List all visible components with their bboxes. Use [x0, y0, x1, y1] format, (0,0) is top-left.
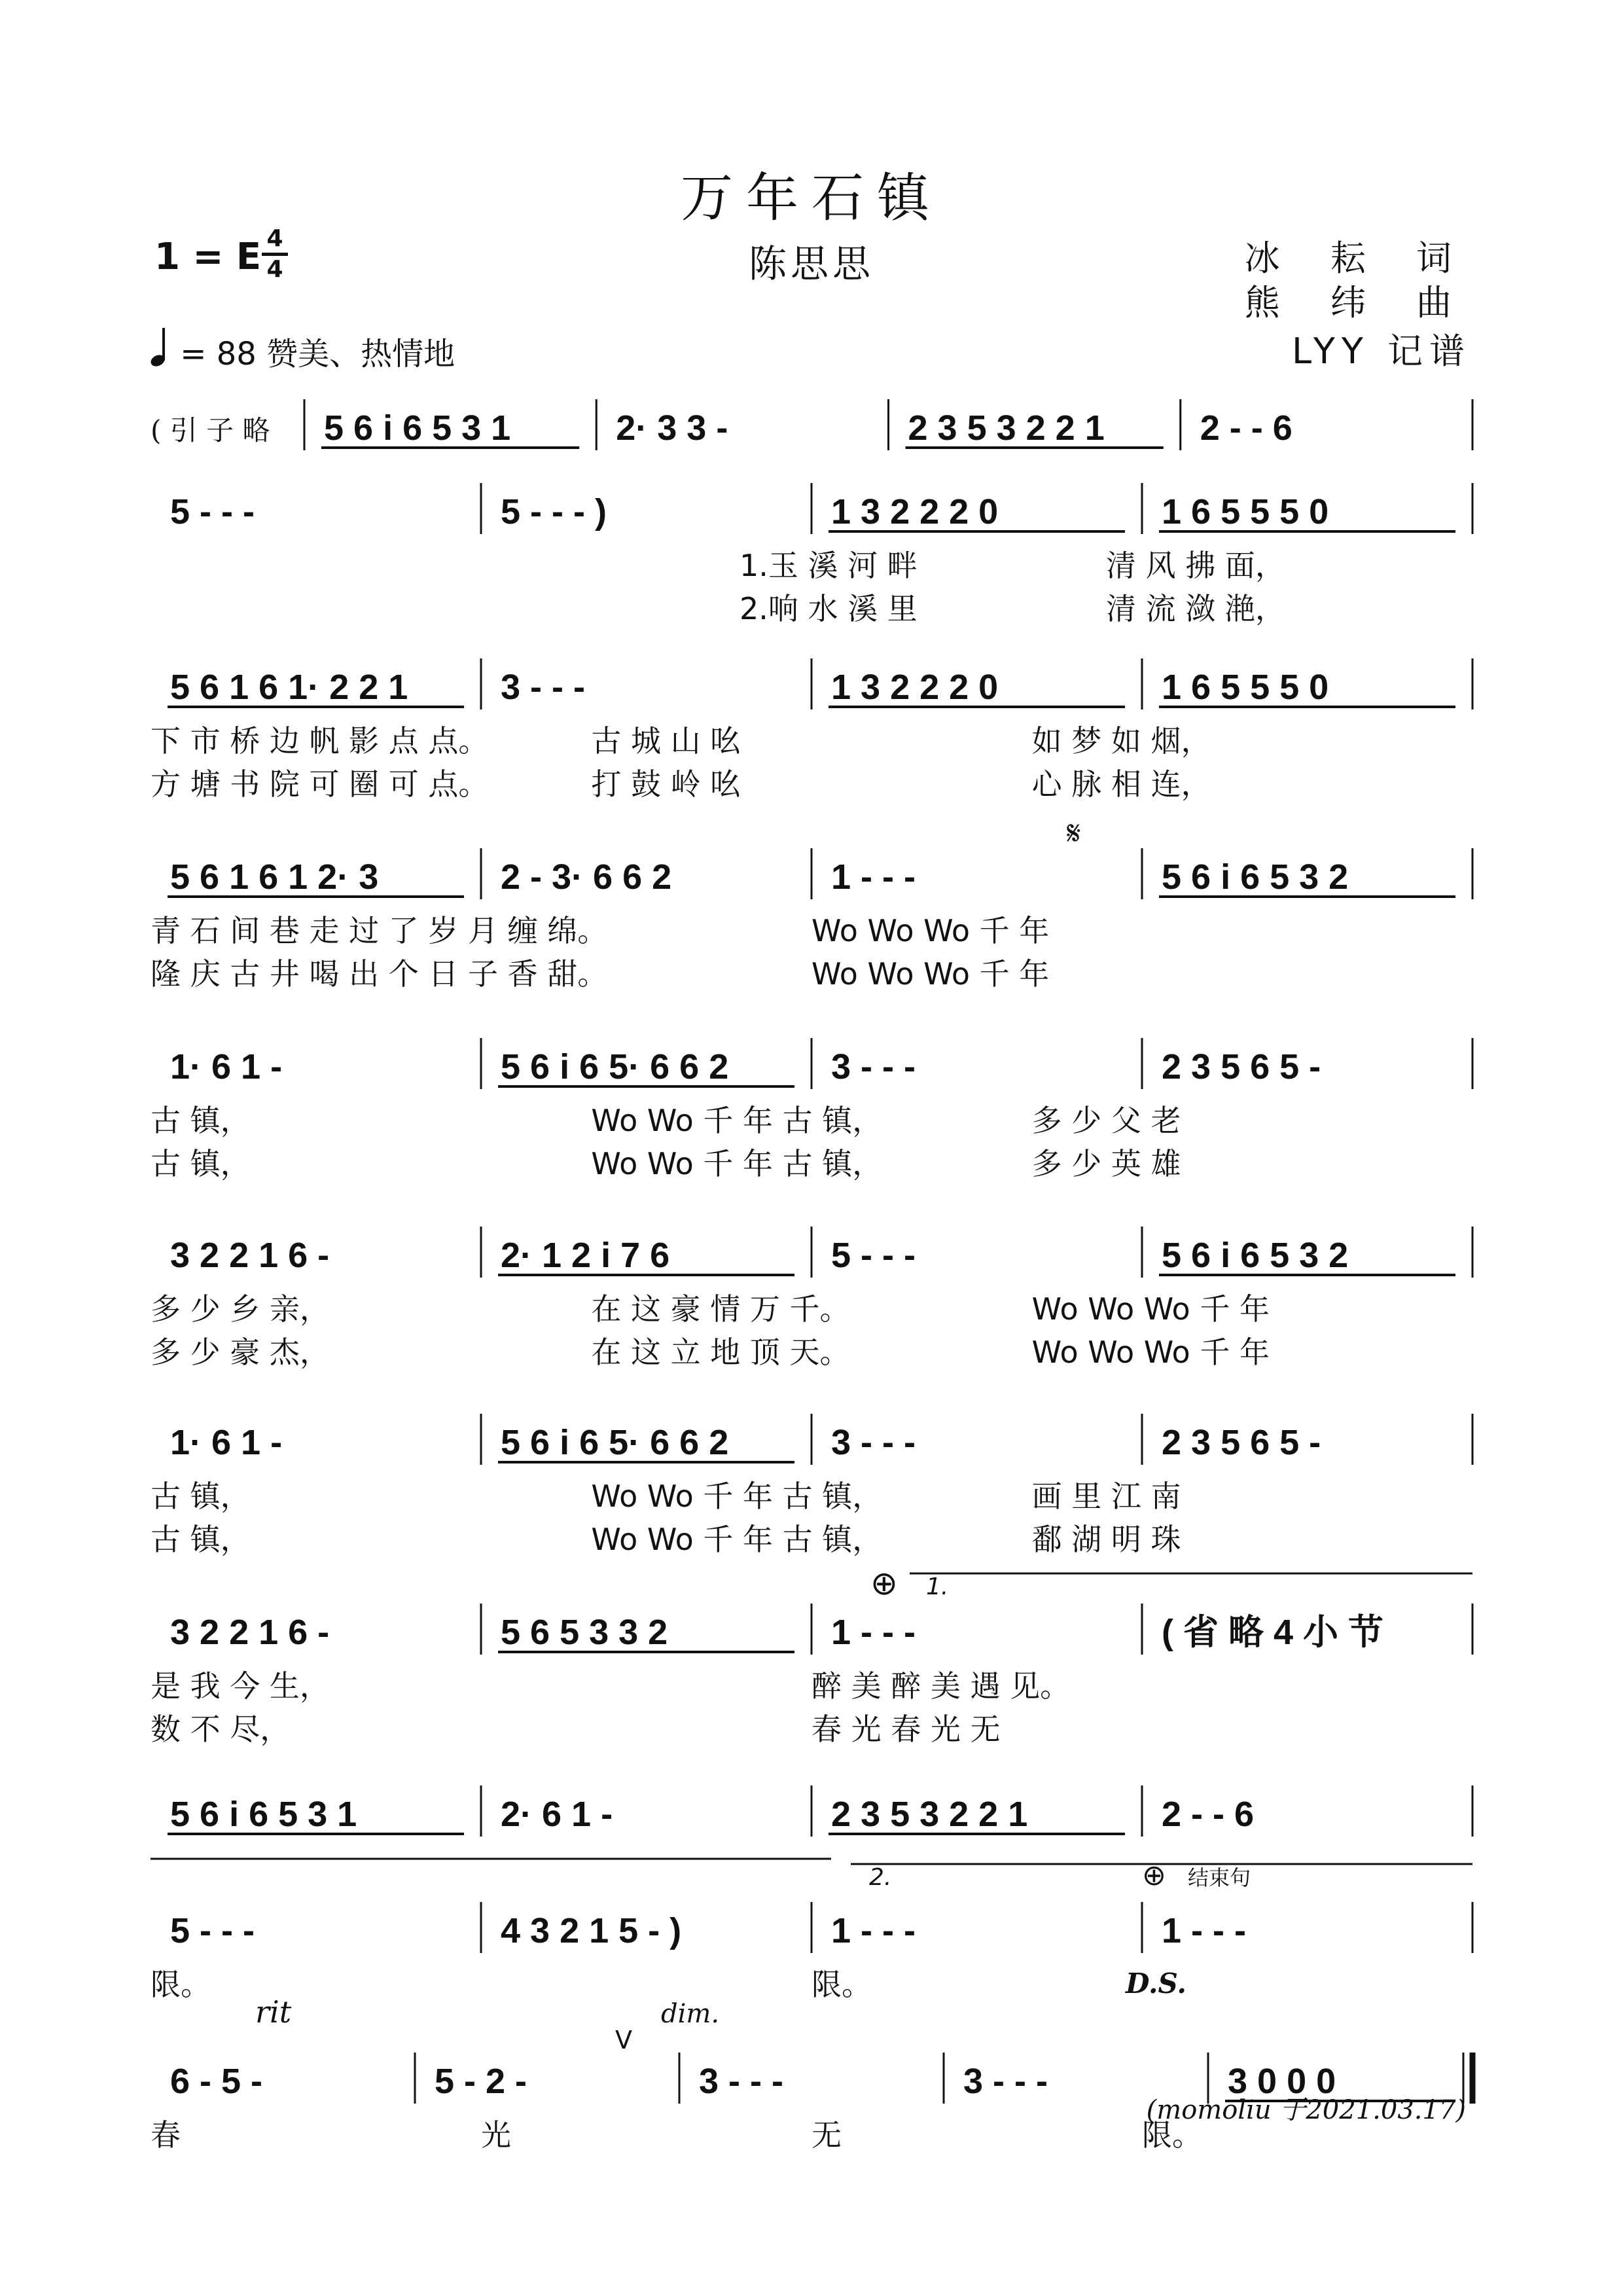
transcription-date: (momoliu 于2021.03.17): [1146, 2095, 1466, 2125]
transcriber-credit: LYY 记谱: [1291, 331, 1471, 372]
measure-notes: 5 6 i 6 5· 6 6 2: [501, 1423, 729, 1462]
measure-notes: 1· 6 1 -: [170, 1047, 283, 1086]
measure-notes: 2 - - 6: [1162, 1795, 1255, 1834]
lyric-verse-1: Wo Wo Wo 千 年: [1031, 1291, 1270, 1327]
measure-notes: 2 3 5 6 5 -: [1162, 1423, 1321, 1462]
ds-marking: D.S.: [1126, 1967, 1187, 2000]
measure-notes: 5 - - -: [170, 1911, 255, 1950]
measure-notes: 5 - - -: [170, 492, 255, 531]
lyric-verse-2: 隆 庆 古 井 喝 出 个 日 子 香 甜。: [151, 956, 608, 992]
measure-notes: 1 - - -: [831, 1911, 916, 1950]
measure-notes: ( 省 略 4 小 节: [1162, 1613, 1384, 1652]
tempo-expression: 赞美、热情地: [266, 336, 455, 372]
measure-notes: 3 - - -: [699, 2062, 783, 2101]
measure-notes: 3 - - -: [501, 668, 585, 707]
measure-notes: 1 6 5 5 5 0: [1162, 492, 1329, 531]
key-signature: 1 = E: [154, 236, 262, 278]
song-title: 万年石镇: [681, 168, 942, 228]
measure-notes: 2· 6 1 -: [501, 1795, 613, 1834]
measure-notes: 5 6 i 6 5 3 2: [1162, 1236, 1349, 1275]
measure-notes: 3 0 0 0: [1228, 2062, 1336, 2101]
time-signature-bottom: 4: [266, 256, 283, 283]
measure-notes: 2 3 5 6 5 -: [1162, 1047, 1321, 1086]
lyric-verse-1: 古 城 山 吆: [591, 723, 741, 759]
rit-marking: rit: [255, 1994, 292, 2030]
lyric-verse-1: 醉 美 醉 美 遇 见。: [812, 1668, 1071, 1704]
lyric-verse-1: 下 市 桥 边 帆 影 点 点。: [151, 723, 489, 759]
measure-notes: 1 3 2 2 2 0: [831, 668, 999, 707]
measure-notes: 4 3 2 1 5 - ): [501, 1911, 682, 1950]
measure-notes: 5 - - - ): [501, 492, 607, 531]
measure-notes: 5 6 i 6 5 3 2: [1162, 857, 1349, 897]
lyric-verse-1: 古 镇，: [151, 1479, 251, 1514]
measure-notes: 1 - - -: [831, 857, 916, 897]
lyric-verse-1: Wo Wo 千 年 古 镇，: [591, 1479, 883, 1514]
lyric-verse-2: Wo Wo Wo 千 年: [1031, 1335, 1270, 1370]
lyric-verse-1: 光: [481, 2117, 511, 2153]
measure-notes: 1 - - -: [831, 1613, 916, 1652]
lyric-verse-1: 画 里 江 南: [1031, 1479, 1181, 1514]
tempo-value: = 88: [180, 336, 257, 372]
lyric-verse-1: 青 石 间 巷 走 过 了 岁 月 缠 绵。: [151, 913, 608, 948]
measure-notes: 5 6 5 3 3 2: [501, 1613, 668, 1652]
dim-marking: dim.: [661, 1999, 720, 2029]
intro-label: ( 引 子 略: [151, 414, 270, 446]
measure-notes: 3 - - -: [831, 1047, 916, 1086]
lyric-verse-2: 多 少 英 雄: [1031, 1146, 1181, 1181]
lyric-verse-1: 在 这 豪 情 万 千。: [591, 1291, 850, 1327]
lyric-verse-1: 清 风 拂 面，: [1106, 548, 1285, 583]
measure-notes: 2· 3 3 -: [616, 408, 728, 448]
singer-name: 陈思思: [748, 242, 874, 286]
lyric-verse-2: 春 光 春 光 无: [812, 1712, 1001, 1747]
lyric-verse-2: Wo Wo 千 年 古 镇，: [591, 1146, 883, 1181]
coda-marking-ending: ⊕: [1142, 1859, 1166, 1892]
lyric-verse-1: 如 梦 如 烟，: [1031, 723, 1211, 759]
lyric-verse-1: 无: [812, 2117, 842, 2153]
lyric-verse-2: Wo Wo 千 年 古 镇，: [591, 1522, 883, 1557]
lyric-verse-2: 古 镇，: [151, 1522, 251, 1557]
lyric-verse-2: 清 流 潋 滟，: [1106, 591, 1285, 626]
measure-notes: 3 - - -: [831, 1423, 916, 1462]
measure-notes: 3 2 2 1 6 -: [170, 1613, 330, 1652]
measure-notes: 2 3 5 3 2 2 1: [831, 1795, 1028, 1834]
lyric-verse-2: Wo Wo Wo 千 年: [812, 956, 1050, 992]
lyric-verse-1: 是 我 今 生，: [151, 1668, 330, 1704]
measure-notes: 5 6 1 6 1· 2 2 1: [170, 668, 408, 707]
lyric-verse-2: 方 塘 书 院 可 圈 可 点。: [151, 766, 489, 802]
ending-label: 结束句: [1188, 1865, 1251, 1890]
segno-marking: 𝄋: [1067, 814, 1081, 852]
lyric-verse-1: 限。: [812, 1967, 872, 2002]
measure-notes: 3 - - -: [963, 2062, 1048, 2101]
breath-mark: V: [615, 2026, 632, 2054]
lyric-verse-2: 在 这 立 地 顶 天。: [591, 1335, 850, 1370]
lyric-verse-1: 春: [151, 2117, 181, 2153]
measure-notes: 2 3 5 3 2 2 1: [908, 408, 1105, 448]
coda-marking: ⊕: [870, 1564, 898, 1602]
lyric-verse-1: 1.玉 溪 河 畔: [740, 548, 918, 583]
volta-2-label: 2.: [869, 1864, 892, 1891]
lyric-verse-1: 多 少 乡 亲，: [151, 1291, 330, 1327]
measure-notes: 5 6 1 6 1 2· 3: [170, 857, 379, 897]
measure-notes: 2 - - 6: [1200, 408, 1293, 448]
measure-notes: 6 - 5 -: [170, 2062, 263, 2101]
volta-1-label: 1.: [926, 1573, 949, 1600]
measure-notes: 1 6 5 5 5 0: [1162, 668, 1329, 707]
lyric-verse-2: 鄱 湖 明 珠: [1031, 1522, 1181, 1557]
measure-notes: 1 3 2 2 2 0: [831, 492, 999, 531]
lyric-verse-1: Wo Wo 千 年 古 镇，: [591, 1103, 883, 1138]
lyric-verse-2: 数 不 尽，: [151, 1712, 291, 1747]
measure-notes: 5 6 i 6 5 3 1: [170, 1795, 357, 1834]
measure-notes: 1 - - -: [1162, 1911, 1246, 1950]
measure-notes: 1· 6 1 -: [170, 1423, 283, 1462]
lyric-verse-2: 2.响 水 溪 里: [740, 591, 918, 626]
lyricist-credit: 冰 耘 词: [1244, 238, 1471, 279]
lyric-verse-1: 多 少 父 老: [1031, 1103, 1181, 1138]
lyric-verse-2: 心 脉 相 连，: [1031, 766, 1211, 802]
lyric-verse-1: 限。: [151, 1967, 211, 2002]
measure-notes: 5 6 i 6 5· 6 6 2: [501, 1047, 729, 1086]
measure-notes: 5 - - -: [831, 1236, 916, 1275]
measure-notes: 2 - 3· 6 6 2: [501, 857, 672, 897]
measure-notes: 2· 1 2 i 7 6: [501, 1236, 670, 1275]
lyric-verse-2: 打 鼓 岭 吆: [591, 766, 741, 802]
time-signature-top: 4: [266, 225, 283, 252]
measure-notes: 5 6 i 6 5 3 1: [324, 408, 511, 448]
lyric-verse-1: 古 镇，: [151, 1103, 251, 1138]
lyric-verse-1: Wo Wo Wo 千 年: [812, 913, 1050, 948]
composer-credit: 熊 纬 曲: [1244, 282, 1471, 323]
lyric-verse-2: 多 少 豪 杰，: [151, 1335, 330, 1370]
measure-notes: 3 2 2 1 6 -: [170, 1236, 330, 1275]
lyric-verse-1: 限。: [1142, 2117, 1202, 2153]
lyric-verse-2: 古 镇，: [151, 1146, 251, 1181]
measure-notes: 5 - 2 -: [435, 2062, 527, 2101]
